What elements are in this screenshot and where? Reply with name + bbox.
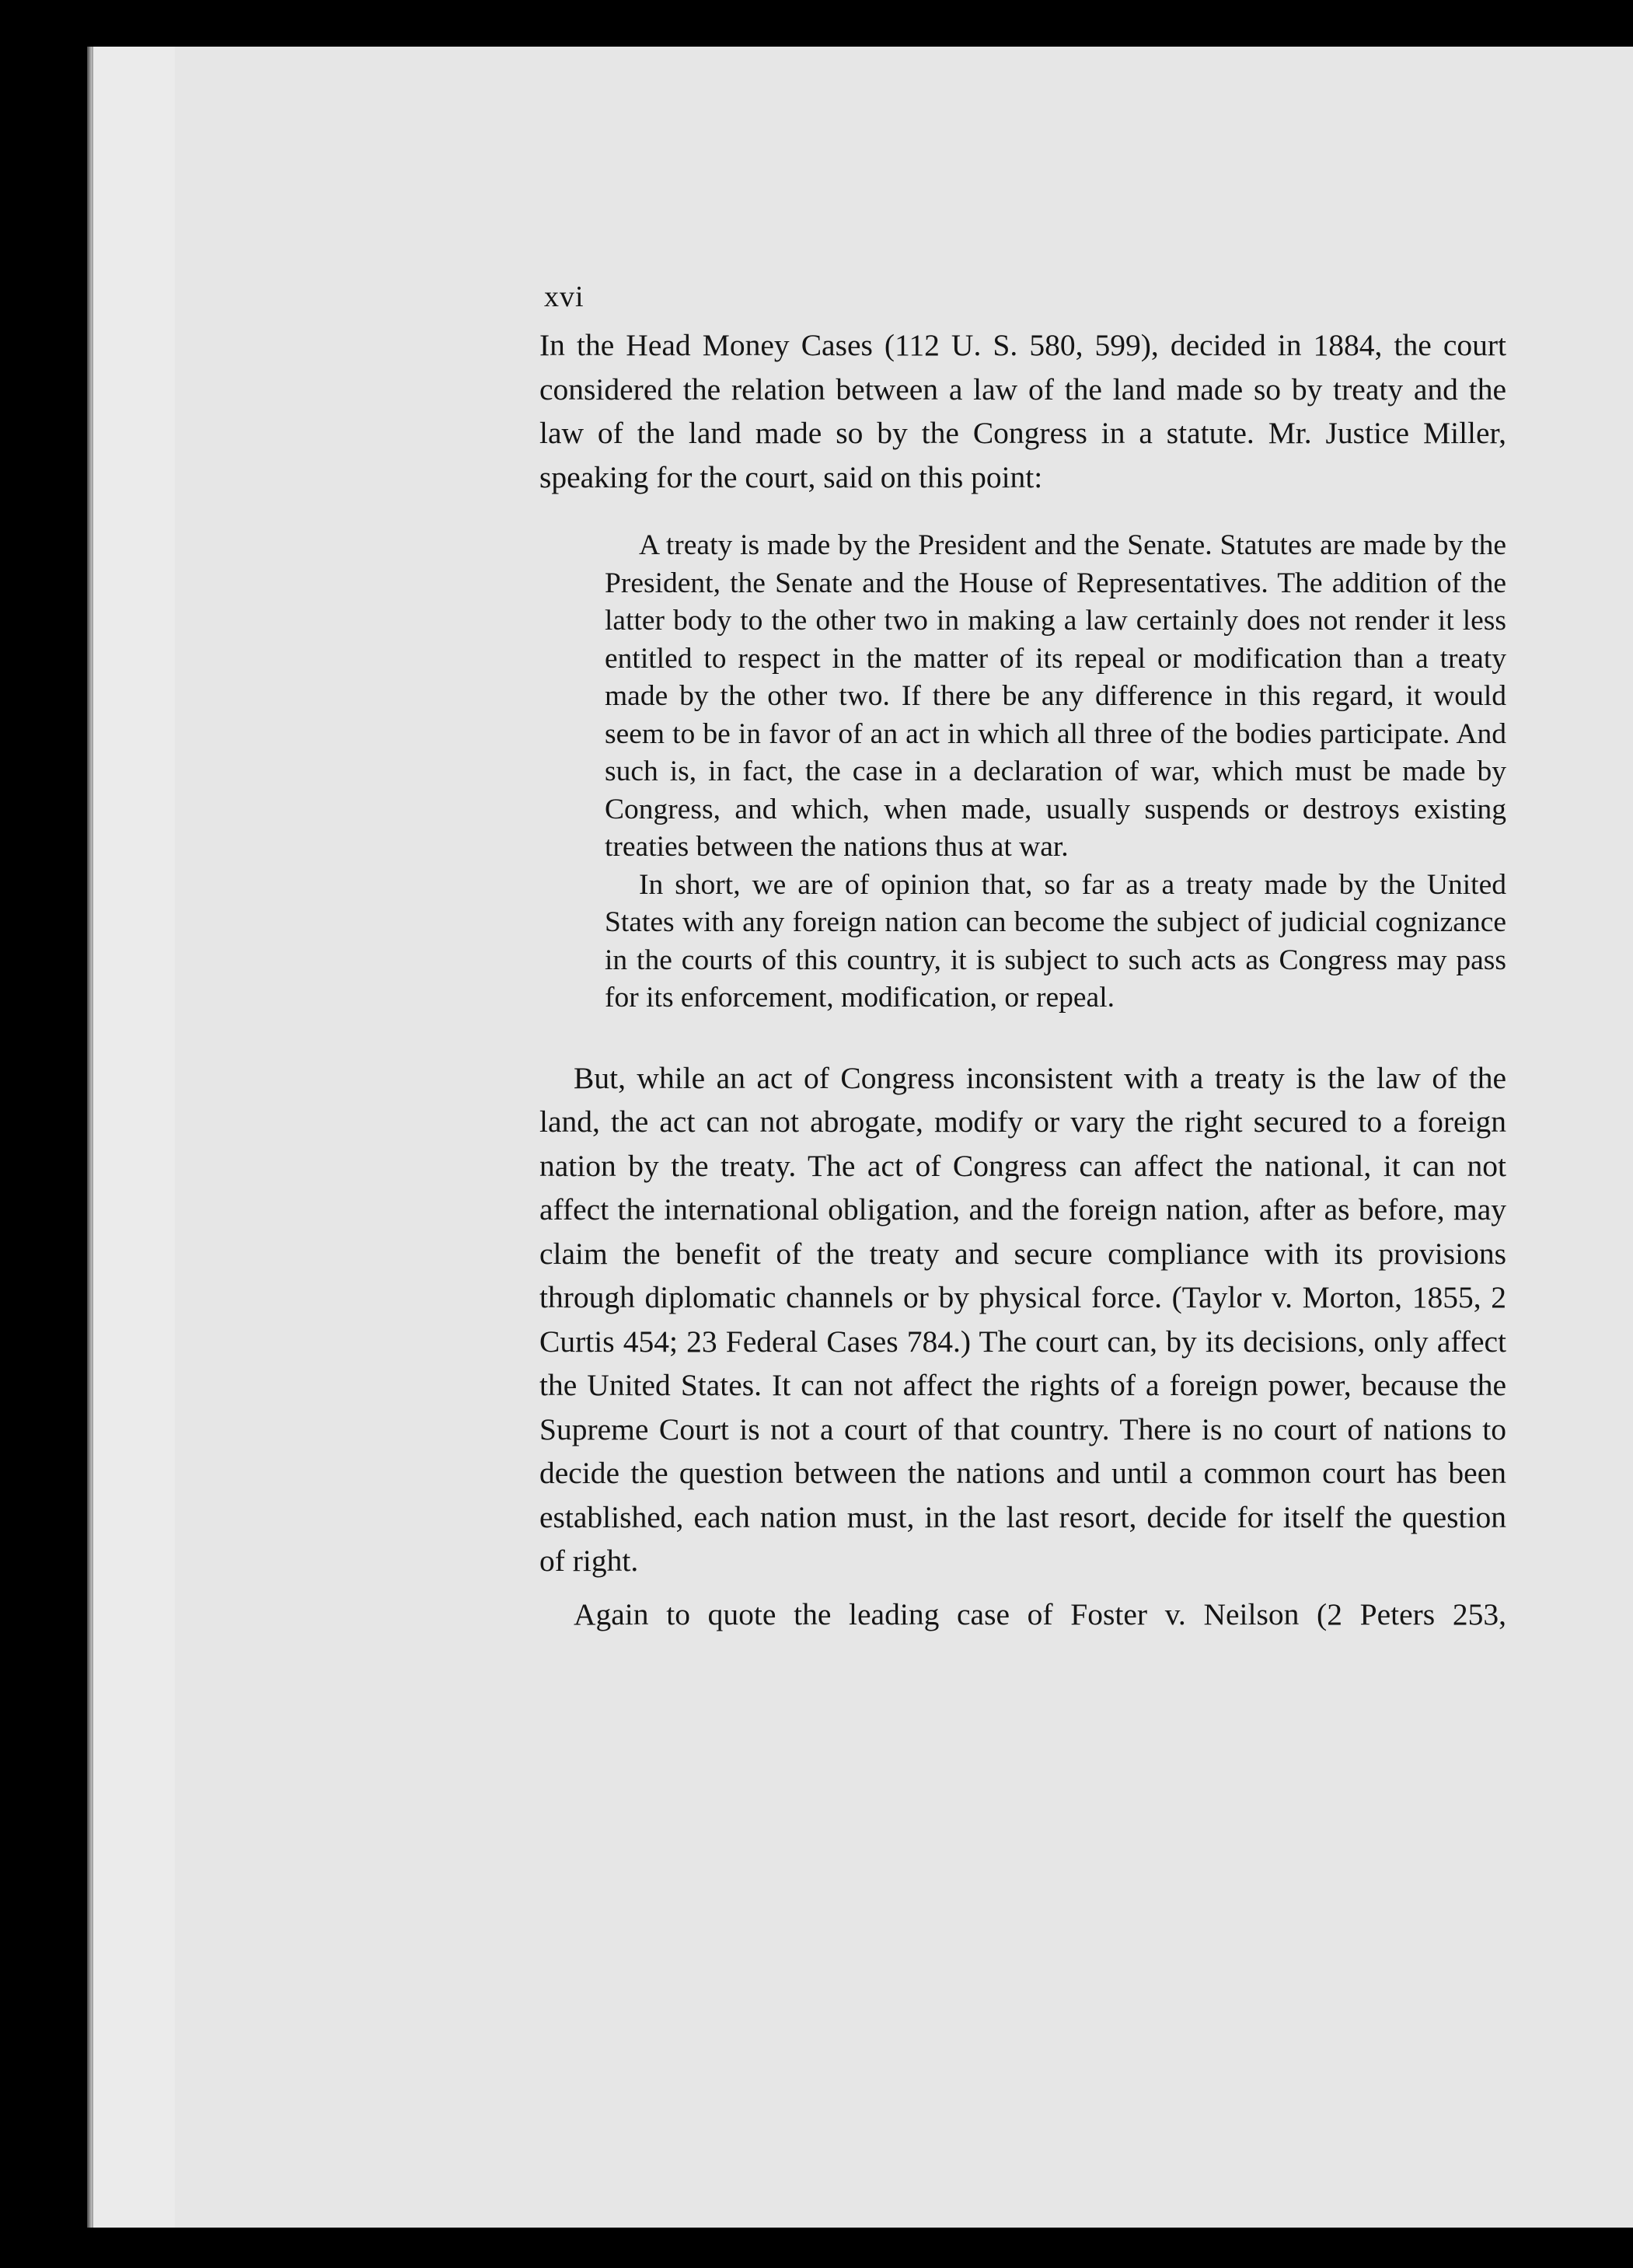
block-quote: [605, 527, 1506, 1017]
body-paragraph: But, while an act of Congress inconsistent with a treaty is the law of the land, the act can not abrogate, modify or vary the right secured to a foreign nation by the treaty. The act of Congress can affect the national, it can not affect the international obligation, and the foreign nation, after as before, may claim the benefit of the treaty and secure compliance with its provisions through diplomatic channels or by physical force. (Taylor v. Morton, 1855, 2 Curtis 454; 23 Federal Cases 784.) The court can, by its decisions, only affect the United States. It can not affect the rights of a foreign power, because the Supreme Court is not a court of that country. There is no court of nations to decide the question between the nations and until a common court has been established, each nation must, in the last resort, decide for itself the question of right.: [539, 1060, 1506, 1578]
intro-paragraph: In the Head Money Cases (112 U. S. 580, 599), decided in 1884, the court considered the relation between a law of the land made so by treaty and the law of the land made so by the Congress in a statute. Mr. Justice Miller, speaking for the court, said on this point:: [539, 328, 1506, 494]
page-number: xvi: [544, 281, 584, 313]
final-paragraph: Again to quote the leading case of Foster v. Neilson (2 Peters 253,: [574, 1596, 1506, 1631]
quote-paragraph-2: In short, we are of opinion that, so far as a treaty made by the United States with any foreign nation can become the subject of judicial cognizance in the courts of this country, it is subject to such acts as Congress may pass for its enforcement, modification, or repeal.: [605, 868, 1506, 1014]
page-text-block: [539, 280, 1506, 1636]
quote-paragraph-1: A treaty is made by the President and the Senate. Statutes are made by the President, the Senate and the House of Representatives. The addition of the latter body to the other two in making a law certainly does not render it less entitled to respect in the matter of its repeal or modification than a treaty made by the other two. If there be any difference in this regard, it would seem to be in favor of an act in which all three of the bodies participate. And such is, in fact, the case in a declaration of war, which must be made by Congress, and which, when made, usually suspends or destroys existing treaties between the nations thus at war.: [605, 529, 1506, 863]
